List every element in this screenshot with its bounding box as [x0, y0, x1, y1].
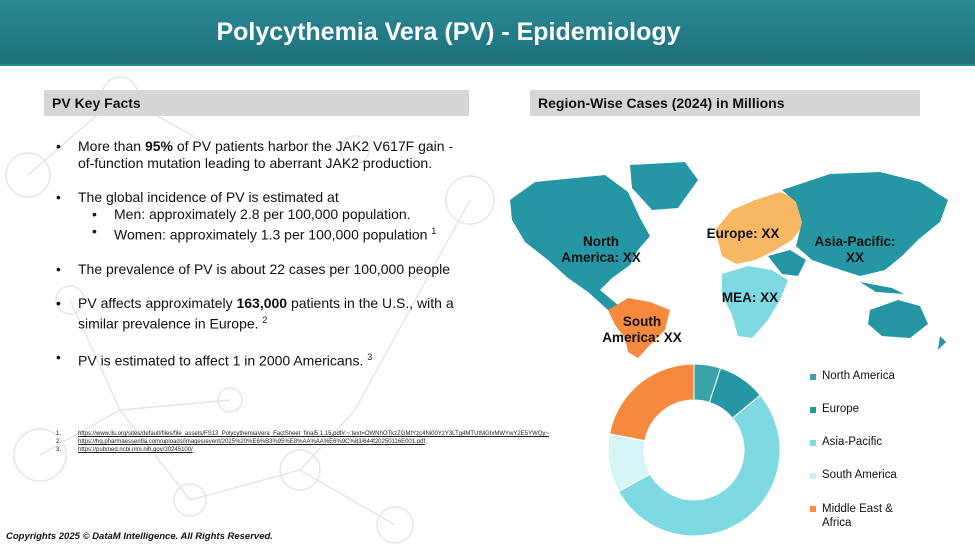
fact-subitem: • Women: approximately 1.3 per 100,000 population $^1$ [92, 223, 437, 243]
legend-label: South America [822, 469, 897, 481]
chart-legend [810, 370, 917, 535]
fact-item: • PV is estimated to affect 1 in 2000 Americans. $^3$ [56, 349, 373, 369]
legend-swatch [810, 506, 816, 512]
fact-subitem: • Men: approximately 2.8 per 100,000 population. [92, 206, 411, 222]
bullet: • [92, 206, 97, 222]
legend-label: Europe [822, 403, 860, 415]
bullet: • [56, 189, 61, 205]
donut-slice-middle-east-africa [610, 364, 694, 441]
legend-swatch [810, 407, 816, 413]
header-divider [0, 64, 975, 66]
key-facts-heading: PV Key Facts [44, 90, 469, 116]
map-australia [868, 300, 928, 338]
legend-swatch [810, 374, 816, 380]
region-heading: Region-Wise Cases (2024) in Millions [530, 90, 920, 116]
page-title: Polycythemia Vera (PV) - Epidemiology [216, 18, 681, 46]
fact-item: • The global incidence of PV is estimated at [56, 189, 339, 205]
donut-chart [608, 364, 780, 536]
copyright-text: Copyrights 2025 © DataM Intelligence. All Rights Reserved. [6, 531, 273, 542]
reference-link[interactable]: https://pubmed.ncbi.nlm.nih.gov/30245100/ [78, 447, 193, 453]
legend-label: Asia-Pacific [822, 436, 883, 448]
label-mea: MEA: XX [721, 290, 779, 305]
label-europe: Europe: XX [706, 226, 780, 241]
bullet: • [56, 260, 61, 277]
label-asia-pacific: Asia-Pacific: XX [814, 234, 896, 265]
bullet: • [56, 138, 61, 154]
bullet: • [56, 294, 61, 311]
legend-label: North America [822, 370, 895, 382]
legend-item [810, 436, 917, 469]
legend-item [810, 469, 917, 502]
bullet: • [56, 349, 61, 366]
key-facts-list [52, 138, 472, 387]
header-banner [0, 0, 975, 64]
legend-item [810, 502, 917, 535]
label-north-america: North America: XX [561, 234, 641, 265]
references-list [52, 430, 549, 454]
label-south-america: South America: XX [602, 314, 682, 345]
legend-label: Middle East & Africa [822, 503, 893, 529]
fact-item: • The prevalence of PV is about 22 cases per 100,000 people [56, 260, 451, 277]
legend-swatch [810, 473, 816, 479]
reference-link[interactable]: https://www.lls.org/sites/default/files/file_assets/FS13_PolycythemiaVera_FactSheet_final5.1.15.pdf#:~:text=OWNhOTkzZGMtYzc4Ni00YzY3LTg4MTUtMGIxMWYwY2E5YWQy~ [78, 431, 549, 437]
legend-swatch [810, 440, 816, 446]
reference-link[interactable]: https://hq.pharmaessentia.com/uploads/images/event/2025%20%E6%B3%95%E8%AA%AA%E6%9C%83/644f20250116E001.pdf [78, 439, 426, 445]
fact-item: • PV affects approximately 163,000 patients in the U.S., with a similar prevalence in Europe. $^2$ [56, 294, 454, 332]
reference-item: 2. https://hq.pharmaessentia.com/uploads/images/event/2025%20%E6%B3%95%E8%AA%AA%E6%9C%83/644f20250116E001.pdf [56, 439, 426, 445]
bullet: • [92, 223, 97, 239]
reference-item: 3. https://pubmed.ncbi.nlm.nih.gov/30245100/ [56, 447, 193, 453]
legend-item [810, 403, 917, 436]
map-greenland [630, 162, 698, 210]
reference-item: 1. https://www.lls.org/sites/default/files/file_assets/FS13_PolycythemiaVera_FactSheet_final5.1.15.pdf#:~:text=OWNhOTkzZGMtYzc4Ni00YzY3LTg4MTUtMGIxMWYwY2E5YWQy~ [56, 431, 549, 437]
fact-item: • More than 95% of PV patients harbor the JAK2 V617F gain - of-function mutation leading to aberrant JAK2 production. [56, 138, 454, 171]
legend-item [810, 370, 917, 403]
